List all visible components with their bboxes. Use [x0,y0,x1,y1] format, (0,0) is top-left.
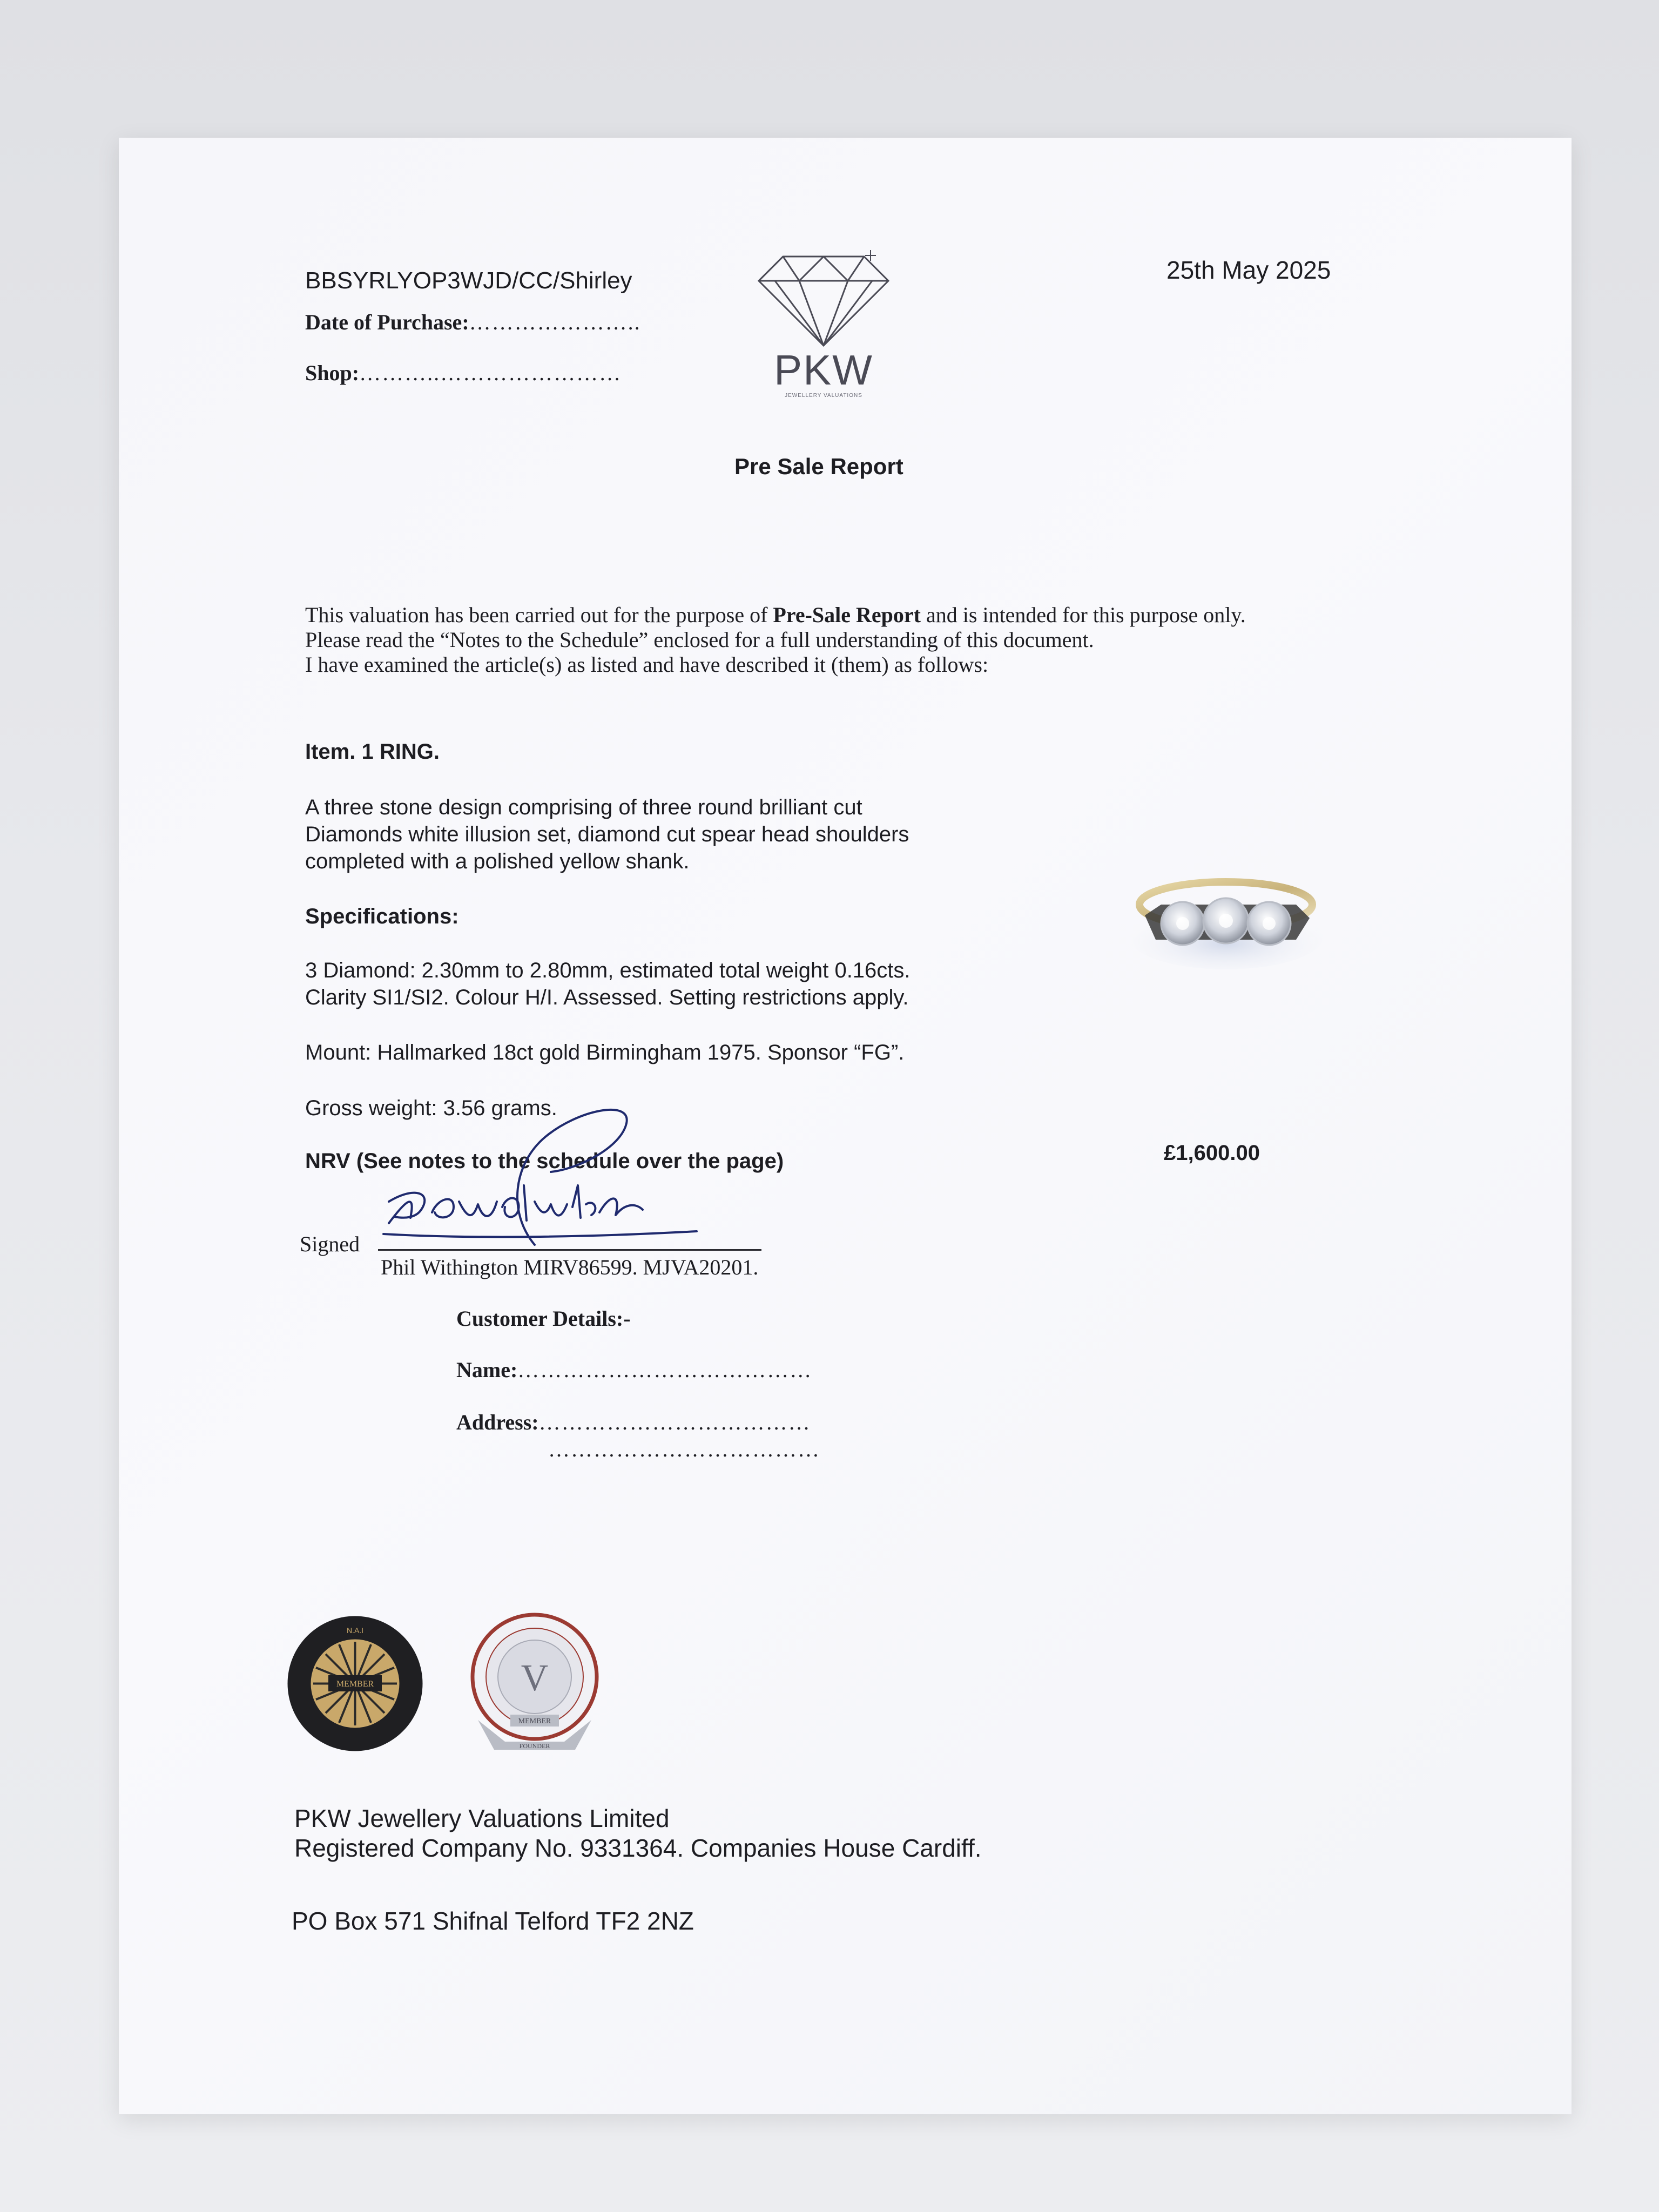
nai-member-text: MEMBER [336,1680,374,1689]
signatory-name: Phil Withington MIRV86599. MJVA20201. [381,1255,759,1279]
nai-member-seal [286,1615,424,1752]
company-name: PKW Jewellery Valuations Limited [294,1804,670,1832]
item-description-line: Diamonds white illusion set, diamond cut spear head shoulders [305,822,909,846]
logo-text: PKW [774,346,873,394]
intro-line-3: I have examined the article(s) as listed and have described it (them) as follows: [305,652,989,677]
customer-address-field [456,1410,811,1435]
date-of-purchase [305,309,641,335]
jva-seal-icon [467,1612,602,1758]
reference-number: BBSYRLYOP3WJD/CC/Shirley [305,267,632,294]
customer-address-label: Address: [456,1410,539,1434]
item-description-line: A three stone design comprising of three round brilliant cut [305,795,862,819]
item-description-line: completed with a polished yellow shank. [305,849,690,873]
company-address: PO Box 571 Shifnal Telford TF2 2NZ [292,1907,694,1935]
customer-address-dots: ……………………………… [538,1410,811,1434]
customer-name-label: Name: [456,1358,518,1382]
ring-photo [1123,867,1328,975]
intro-line-1-start: This valuation has been carried out for the purpose of [305,603,773,627]
pkw-logo [751,246,896,402]
jva-letter: V [521,1657,549,1699]
report-date: 25th May 2025 [1166,256,1331,284]
mount-line: Mount: Hallmarked 18ct gold Birmingham 1975. Sponsor “FG”. [305,1041,905,1064]
intro-purpose: Pre-Sale Report [773,603,921,627]
item-heading: Item. 1 RING. [305,740,440,764]
diamond-icon [751,246,896,354]
intro-line-1 [305,602,1246,628]
date-of-purchase-label: Date of Purchase: [305,310,469,334]
nrv-label: NRV (See notes to the schedule over the page) [305,1149,784,1173]
nai-seal-icon [286,1615,424,1752]
intro-line-1-end: and is intended for this purpose only. [921,603,1246,627]
spec-line: 3 Diamond: 2.30mm to 2.80mm, estimated total weight 0.16cts. [305,959,911,982]
handwritten-signature [373,1077,751,1293]
customer-details-heading: Customer Details:- [456,1306,631,1331]
jva-member-text: MEMBER [518,1717,551,1725]
nrv-value: £1,600.00 [1164,1141,1260,1165]
gross-weight: Gross weight: 3.56 grams. [305,1096,557,1120]
customer-name-field [456,1357,812,1382]
company-registration: Registered Company No. 9331364. Companies House Cardiff. [294,1834,982,1862]
specifications-heading: Specifications: [305,905,459,928]
jva-founder-text: FOUNDER [519,1742,550,1750]
nai-top-text: N.A.I [346,1626,364,1635]
date-of-purchase-dots: ………………….. [469,310,641,334]
customer-name-dots: ………………………………… [517,1358,813,1382]
jva-member-seal [467,1612,602,1758]
report-sheet [119,138,1572,2114]
page-title: Pre Sale Report [734,454,903,479]
ring-image [1123,867,1328,975]
logo-subtext: JEWELLERY VALUATIONS [785,393,862,399]
spec-line: Clarity SI1/SI2. Colour H/I. Assessed. Setting restrictions apply. [305,986,909,1009]
customer-address-dots-line-2: ……………………………… [548,1437,820,1461]
signed-label: Signed [300,1232,360,1256]
shop-field [305,360,622,386]
shop-label: Shop: [305,361,360,385]
intro-line-2: Please read the “Notes to the Schedule” enclosed for a full understanding of this document. [305,628,1094,652]
shop-dots: ………..…………………… [359,361,622,385]
